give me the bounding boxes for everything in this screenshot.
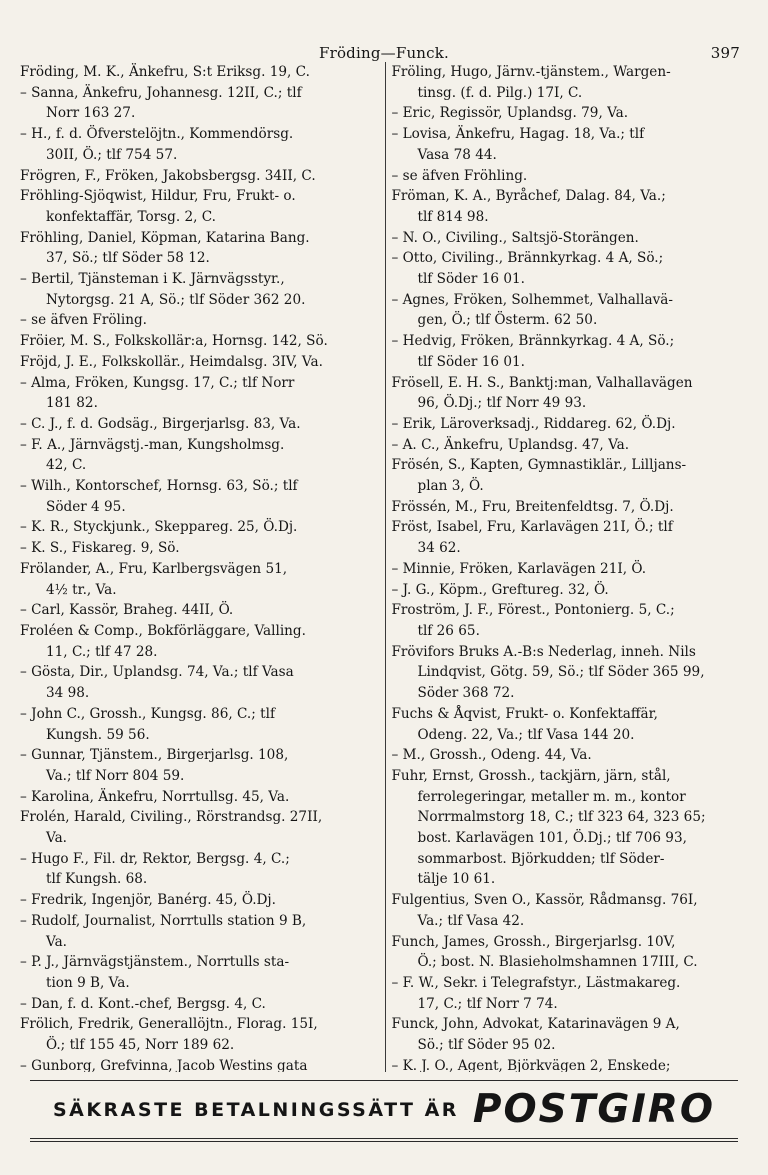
directory-entry-line: – Minnie, Fröken, Karlavägen 21I, Ö.: [391, 560, 647, 577]
directory-entry-line: – Erik, Läroverksadj., Riddareg. 62, Ö.Dj.: [391, 415, 676, 432]
directory-entry-line: – Karolina, Änkefru, Norrtullsg. 45, Va.: [20, 788, 290, 805]
directory-entry-line: – John C., Grossh., Kungsg. 86, C.; tlf: [20, 705, 275, 722]
left-column: [20, 62, 385, 1072]
directory-entry-line: – Lovisa, Änkefru, Hagag. 18, Va.; tlf: [391, 126, 645, 143]
directory-entry-line: 37, Sö.; tlf Söder 58 12.: [46, 250, 210, 267]
footer-rule-bottom: [30, 1138, 738, 1139]
directory-entry-line: – K. S., Fiskareg. 9, Sö.: [20, 540, 180, 557]
directory-entry-line: – F. A., Järnvägstj.-man, Kungsholmsg.: [20, 436, 285, 453]
directory-entry-line: Fröjd, J. E., Folkskollär., Heimdalsg. 3IV, Va.: [20, 353, 323, 370]
directory-entry-line: Kungsh. 59 56.: [46, 726, 150, 743]
directory-entry-line: Ö.; tlf 155 45, Norr 189 62.: [46, 1037, 235, 1054]
directory-entry-line: bost. Karlavägen 101, Ö.Dj.; tlf 706 93,: [417, 830, 687, 847]
directory-entry-line: tälje 10 61.: [417, 871, 496, 888]
directory-entry-line: Söder 4 95.: [46, 498, 126, 515]
directory-entry-line: – H., f. d. Öfverstelöjtn., Kommendörsg.: [20, 126, 294, 143]
directory-entry-line: Norrmalmstorg 18, C.; tlf 323 64, 323 65;: [417, 809, 706, 826]
directory-entry-line: – Gunborg, Grefvinna, Jacob Westins gata: [20, 1057, 308, 1072]
directory-entry-line: Frögren, F., Fröken, Jakobsbergsg. 34II, C.: [20, 167, 316, 184]
directory-entry-line: – K. R., Styckjunk., Skeppareg. 25, Ö.Dj.: [20, 519, 298, 536]
directory-entry-line: – P. J., Järnvägstjänstem., Norrtulls sta-: [20, 954, 290, 971]
directory-entry-line: Va.: [46, 830, 67, 847]
directory-entry-line: Va.; tlf Norr 804 59.: [46, 767, 185, 784]
directory-entry-line: Vasa 78 44.: [417, 146, 497, 163]
directory-entry-line: plan 3, Ö.: [417, 478, 484, 495]
directory-entry-line: – Alma, Fröken, Kungsg. 17, C.; tlf Norr: [20, 374, 295, 391]
directory-entry-line: tlf 26 65.: [417, 622, 480, 639]
directory-entry-line: tlf Söder 16 01.: [417, 353, 525, 370]
directory-entry-line: – Sanna, Änkefru, Johannesg. 12II, C.; tlf: [20, 84, 302, 101]
directory-entry-line: 42, C.: [46, 457, 87, 474]
directory-entry-line: Norr 163 27.: [46, 105, 136, 122]
footer-rule-bottom-double: [30, 1141, 738, 1142]
directory-entry-line: – Wilh., Kontorschef, Hornsg. 63, Sö.; tlf: [20, 478, 298, 495]
directory-entry-line: Frössén, M., Fru, Breitenfeldtsg. 7, Ö.Dj.: [391, 498, 674, 515]
directory-entry-line: tlf Söder 16 01.: [417, 271, 525, 288]
directory-entry-line: konfektaffär, Torsg. 2, C.: [46, 208, 217, 225]
directory-entry-line: Funch, James, Grossh., Birgerjarlsg. 10V,: [391, 933, 676, 950]
directory-entry-line: 17, C.; tlf Norr 7 74.: [417, 995, 558, 1012]
directory-entry-line: Odeng. 22, Va.; tlf Vasa 144 20.: [417, 726, 635, 743]
directory-entry-line: Nytorgsg. 21 A, Sö.; tlf Söder 362 20.: [46, 291, 306, 308]
directory-entry-line: – M., Grossh., Odeng. 44, Va.: [391, 747, 592, 764]
directory-entry-line: – Gösta, Dir., Uplandsg. 74, Va.; tlf Vasa: [20, 664, 294, 681]
directory-entry-line: Lindqvist, Götg. 59, Sö.; tlf Söder 365 99,: [417, 664, 705, 681]
directory-entry-line: – Carl, Kassör, Braheg. 44II, Ö.: [20, 602, 234, 619]
directory-entry-line: Fröding, M. K., Änkefru, S:t Eriksg. 19, C.: [20, 64, 310, 80]
directory-entry-line: – se äfven Fröling.: [20, 312, 147, 329]
directory-entry-line: Fuhr, Ernst, Grossh., tackjärn, järn, stål,: [391, 767, 671, 784]
directory-entry-line: – Fredrik, Ingenjör, Banérg. 45, Ö.Dj.: [20, 892, 276, 909]
directory-entry-line: – Otto, Civiling., Brännkyrkag. 4 A, Sö.;: [391, 250, 664, 267]
footer-rule-top: [30, 1080, 738, 1081]
directory-entry-line: – N. O., Civiling., Saltsjö-Storängen.: [391, 229, 639, 246]
directory-entry-line: tinsg. (f. d. Pilg.) 17I, C.: [417, 84, 583, 101]
directory-entry-line: 34 62.: [417, 540, 461, 557]
right-column: [385, 62, 751, 1072]
directory-entry-line: Fröhling-Sjöqwist, Hildur, Fru, Frukt- o.: [20, 188, 296, 205]
advertisement-slogan: SÄKRASTE BETALNINGSSÄTT ÄR: [52, 1099, 459, 1121]
directory-entry-line: sommarbost. Björkudden; tlf Söder-: [417, 850, 665, 867]
directory-entry-line: gen, Ö.; tlf Österm. 62 50.: [417, 312, 598, 329]
page-number: 397: [710, 44, 740, 62]
directory-entry-line: ferrolegeringar, metaller m. m., kontor: [417, 788, 686, 805]
directory-entry-line: 4½ tr., Va.: [46, 581, 117, 598]
directory-entry-line: – K. J. O., Agent, Björkvägen 2, Enskede;: [391, 1057, 671, 1072]
directory-entry-line: Fröling, Hugo, Järnv.-tjänstem., Wargen-: [391, 64, 671, 80]
directory-entry-line: – F. W., Sekr. i Telegrafstyr., Lästmakareg.: [391, 974, 681, 991]
directory-entry-line: – Eric, Regissör, Uplandsg. 79, Va.: [391, 105, 629, 122]
directory-entry-line: – Hugo F., Fil. dr, Rektor, Bergsg. 4, C.;: [20, 850, 290, 867]
directory-entry-line: Frövifors Bruks A.-B:s Nederlag, inneh. Nils: [391, 643, 696, 660]
directory-entry-line: 11, C.; tlf 47 28.: [46, 643, 158, 660]
directory-entry-line: 181 82.: [46, 395, 98, 412]
directory-entry-line: Fulgentius, Sven O., Kassör, Rådmansg. 76I,: [391, 892, 698, 909]
directory-entry-line: – Gunnar, Tjänstem., Birgerjarlsg. 108,: [20, 747, 289, 764]
directory-entry-line: Fröhling, Daniel, Köpman, Katarina Bang.: [20, 229, 310, 246]
running-title: Fröding—Funck.: [318, 44, 450, 62]
directory-entry-line: – A. C., Änkefru, Uplandsg. 47, Va.: [391, 436, 630, 453]
directory-entry-line: tion 9 B, Va.: [46, 974, 130, 991]
directory-entry-line: Fröier, M. S., Folkskollär:a, Hornsg. 142, Sö.: [20, 333, 328, 350]
directory-entry-line: Froléen & Comp., Bokförläggare, Valling.: [20, 622, 306, 639]
directory-entry-line: Funck, John, Advokat, Katarinavägen 9 A,: [391, 1016, 680, 1033]
directory-entry-line: 96, Ö.Dj.; tlf Norr 49 93.: [417, 395, 587, 412]
postgiro-logo: POSTGIRO: [472, 1087, 716, 1132]
directory-entry-line: Frolén, Harald, Civiling., Rörstrandsg. 27II,: [20, 809, 323, 826]
directory-entry-line: 30II, Ö.; tlf 754 57.: [46, 146, 178, 163]
directory-entry-line: Va.: [46, 933, 67, 950]
directory-entry-line: – Rudolf, Journalist, Norrtulls station 9 B,: [20, 912, 307, 929]
directory-entry-line: Fröman, K. A., Byråchef, Dalag. 84, Va.;: [391, 188, 666, 205]
directory-entry-line: – Hedvig, Fröken, Brännkyrkag. 4 A, Sö.;: [391, 333, 675, 350]
directory-entry-line: Söder 368 72.: [417, 685, 515, 702]
directory-entry-line: Fröst, Isabel, Fru, Karlavägen 21I, Ö.; tlf: [391, 519, 673, 536]
directory-entry-line: – Bertil, Tjänsteman i K. Järnvägsstyr.,: [20, 271, 285, 288]
directory-entry-line: Frösén, S., Kapten, Gymnastiklär., Lilljans-: [391, 457, 687, 474]
directory-entry-line: Frölich, Fredrik, Generallöjtn., Florag. 15I,: [20, 1016, 318, 1033]
directory-entry-line: tlf Kungsh. 68.: [46, 871, 148, 888]
directory-columns: [20, 62, 750, 1072]
directory-entry-line: Frölander, A., Fru, Karlbergsvägen 51,: [20, 560, 288, 577]
directory-entry-line: – Dan, f. d. Kont.-chef, Bergsg. 4, C.: [20, 995, 266, 1012]
directory-entry-line: 34 98.: [46, 685, 90, 702]
directory-entry-line: tlf 814 98.: [417, 208, 489, 225]
advertisement-footer: [30, 1088, 738, 1132]
directory-entry-line: Froström, J. F., Förest., Pontonierg. 5, C.;: [391, 602, 675, 619]
directory-entry-line: Va.; tlf Vasa 42.: [417, 912, 525, 929]
directory-entry-line: Ö.; bost. N. Blasieholmshamnen 17III, C.: [417, 954, 698, 971]
directory-entry-line: Fuchs & Åqvist, Frukt- o. Konfektaffär,: [391, 705, 658, 722]
directory-entry-line: Frösell, E. H. S., Banktj:man, Valhallavägen: [391, 374, 693, 391]
directory-entry-line: – J. G., Köpm., Greftureg. 32, Ö.: [391, 581, 609, 598]
directory-entry-line: – C. J., f. d. Godsäg., Birgerjarlsg. 83, Va.: [20, 415, 301, 432]
directory-entry-line: – Agnes, Fröken, Solhemmet, Valhallavä-: [391, 291, 673, 308]
directory-entry-line: Sö.; tlf Söder 95 02.: [417, 1037, 556, 1054]
directory-entry-line: – se äfven Fröhling.: [391, 167, 528, 184]
